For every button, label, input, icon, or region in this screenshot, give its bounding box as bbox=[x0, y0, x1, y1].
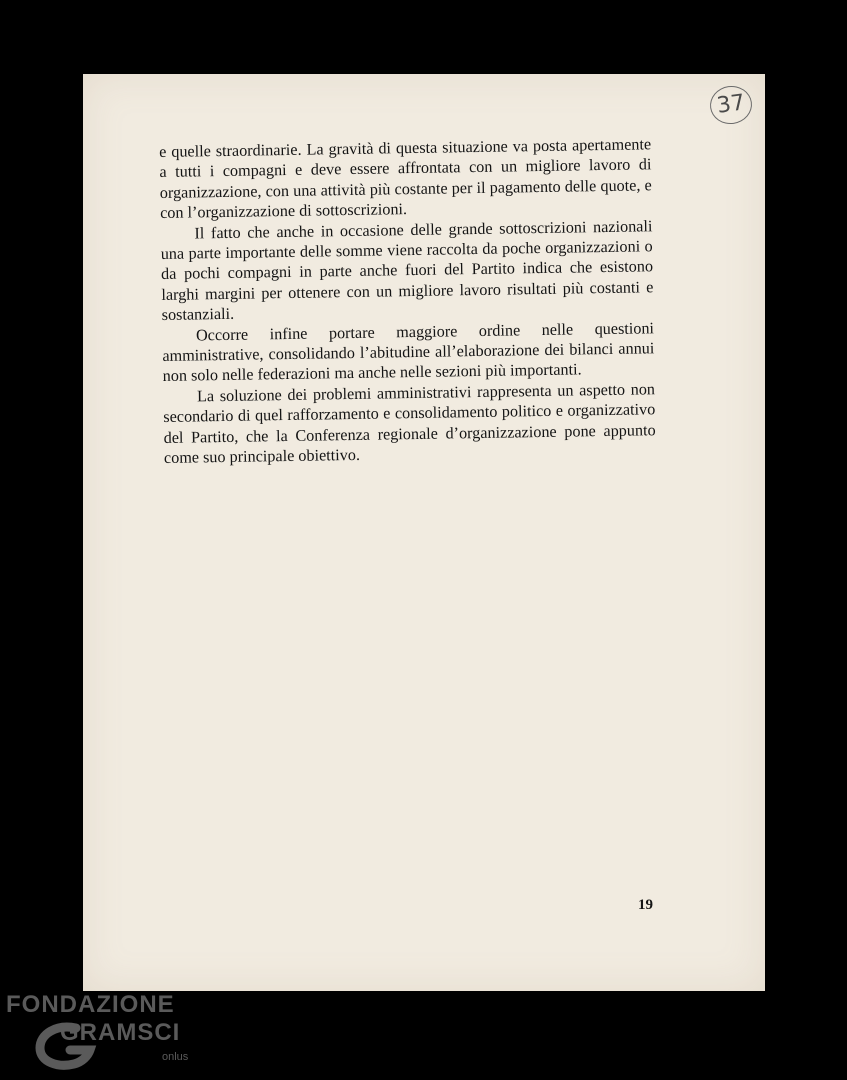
paragraph-1: e quelle straordinarie. La gravità di questa situazione va posta apertamente a tutti i compagni e deve essere affrontata con un migliore lavoro di organizzazione, con una attività più costante per il pagamento delle quote, e con l’organizzazione di sottoscrizioni. bbox=[159, 135, 652, 223]
document-page bbox=[83, 74, 765, 991]
paragraph-2: Il fatto che anche in occasione delle grande sottoscrizioni nazionali una parte importante delle somme viene raccolta da poche organizzazioni o da pochi compagni in parte anche fuori del Partito indica che esistono larghi margini per ottenere con un migliore lavoro risultati più costanti e sostanziali. bbox=[160, 216, 654, 325]
fondazione-gramsci-logo bbox=[4, 990, 219, 1070]
logo-line-1: FONDAZIONE bbox=[6, 991, 175, 1018]
body-text bbox=[159, 134, 656, 468]
archive-number-stamp: 37 bbox=[708, 83, 755, 126]
paragraph-3: Occorre infine portare maggiore ordine nelle questioni amministrative, consolidando l’abitudine all’elaborazione dei bilanci annui non solo nelle federazioni ma anche nelle sezioni più importanti. bbox=[162, 318, 655, 386]
page-number: 19 bbox=[638, 897, 653, 913]
paragraph-4: La soluzione dei problemi amministrativi rappresenta un aspetto non secondario di quel rafforzamento e consolidamento politico e organizzativo del Partito, che la Conferenza regionale d’organizzazione pone appunto come suo principale obiettivo. bbox=[163, 380, 656, 468]
logo-line-2: GRAMSCI bbox=[60, 1019, 181, 1046]
logo-line-3: onlus bbox=[162, 1051, 189, 1063]
